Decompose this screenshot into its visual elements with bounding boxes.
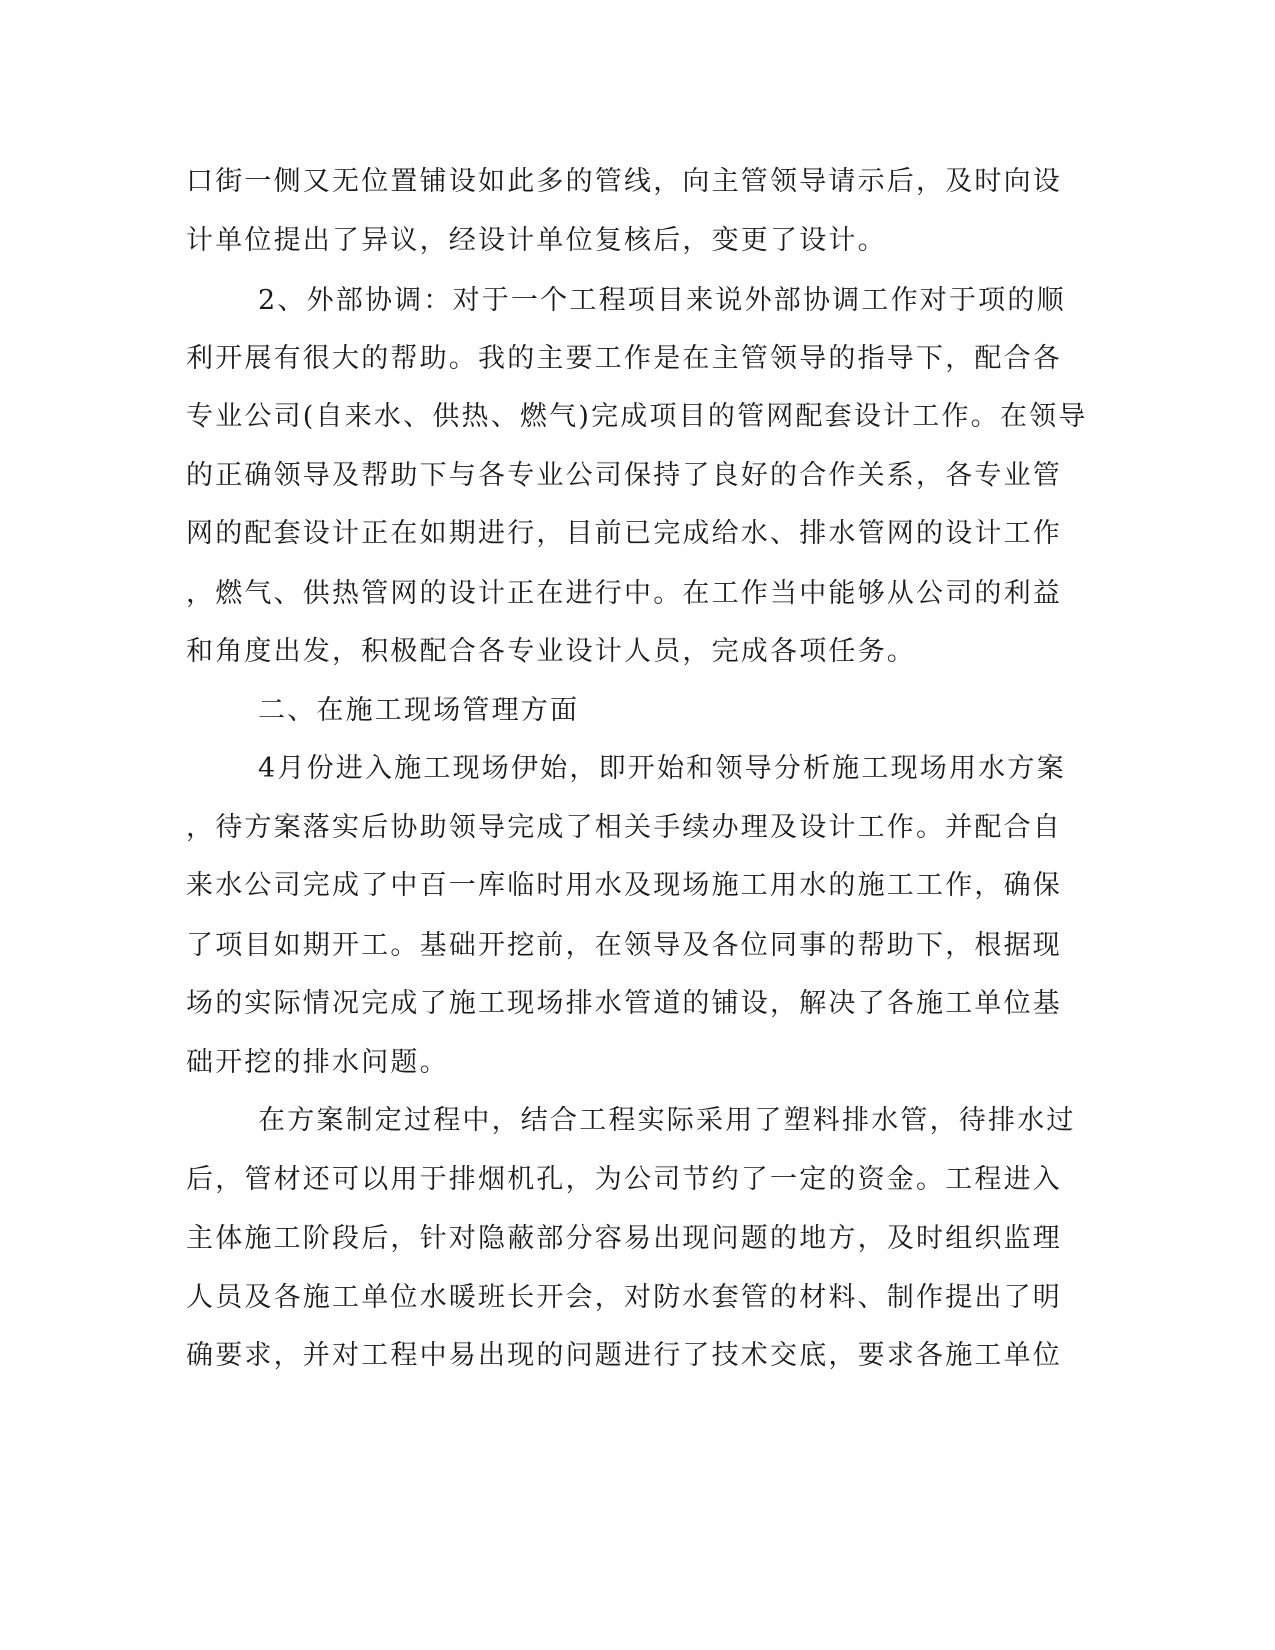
text-line: 和角度出发，积极配合各专业设计人员，完成各项任务。 [186, 636, 916, 667]
text-line: 的正确领导及帮助下与各专业公司保持了良好的合作关系，各专业管 [186, 460, 1062, 491]
text-line: 确要求，并对工程中易出现的问题进行了技术交底，要求各施工单位 [186, 1340, 1062, 1371]
text-line: 网的配套设计正在如期进行，目前已完成给水、排水管网的设计工作 [186, 518, 1062, 549]
text-line: 2、外部协调：对于一个工程项目来说外部协调工作对于项的顺 [258, 285, 1066, 316]
section-heading: 二、在施工现场管理方面 [258, 695, 580, 726]
text-line: ，待方案落实后协助领导完成了相关手续办理及设计工作。并配合自 [186, 812, 1062, 843]
text-line: 主体施工阶段后，针对隐蔽部分容易出现问题的地方，及时组织监理 [186, 1223, 1062, 1254]
text-line: 来水公司完成了中百一库临时用水及现场施工用水的施工工作，确保 [186, 870, 1062, 901]
text-line: ，燃气、供热管网的设计正在进行中。在工作当中能够从公司的利益 [186, 578, 1062, 609]
text-line: 4月份进入施工现场伊始，即开始和领导分析施工现场用水方案 [258, 753, 1066, 784]
text-line: 计单位提出了异议，经设计单位复核后，变更了设计。 [186, 225, 887, 256]
text-line: 场的实际情况完成了施工现场排水管道的铺设，解决了各施工单位基 [186, 988, 1062, 1019]
text-line: 人员及各施工单位水暖班长开会，对防水套管的材料、制作提出了明 [186, 1282, 1062, 1313]
text-line: 在方案制定过程中，结合工程实际采用了塑料排水管，待排水过 [258, 1105, 1076, 1136]
text-line: 了项目如期开工。基础开挖前，在领导及各位同事的帮助下，根据现 [186, 930, 1062, 961]
text-line: 后，管材还可以用于排烟机孔，为公司节约了一定的资金。工程进入 [186, 1164, 1062, 1195]
text-line: 础开挖的排水问题。 [186, 1047, 449, 1078]
text-line: 专业公司(自来水、供热、燃气)完成项目的管网配套设计工作。在领导 [186, 401, 1088, 432]
text-line: 利开展有很大的帮助。我的主要工作是在主管领导的指导下，配合各 [186, 343, 1062, 374]
text-line: 口街一侧又无位置铺设如此多的管线，向主管领导请示后，及时向设 [186, 166, 1062, 197]
